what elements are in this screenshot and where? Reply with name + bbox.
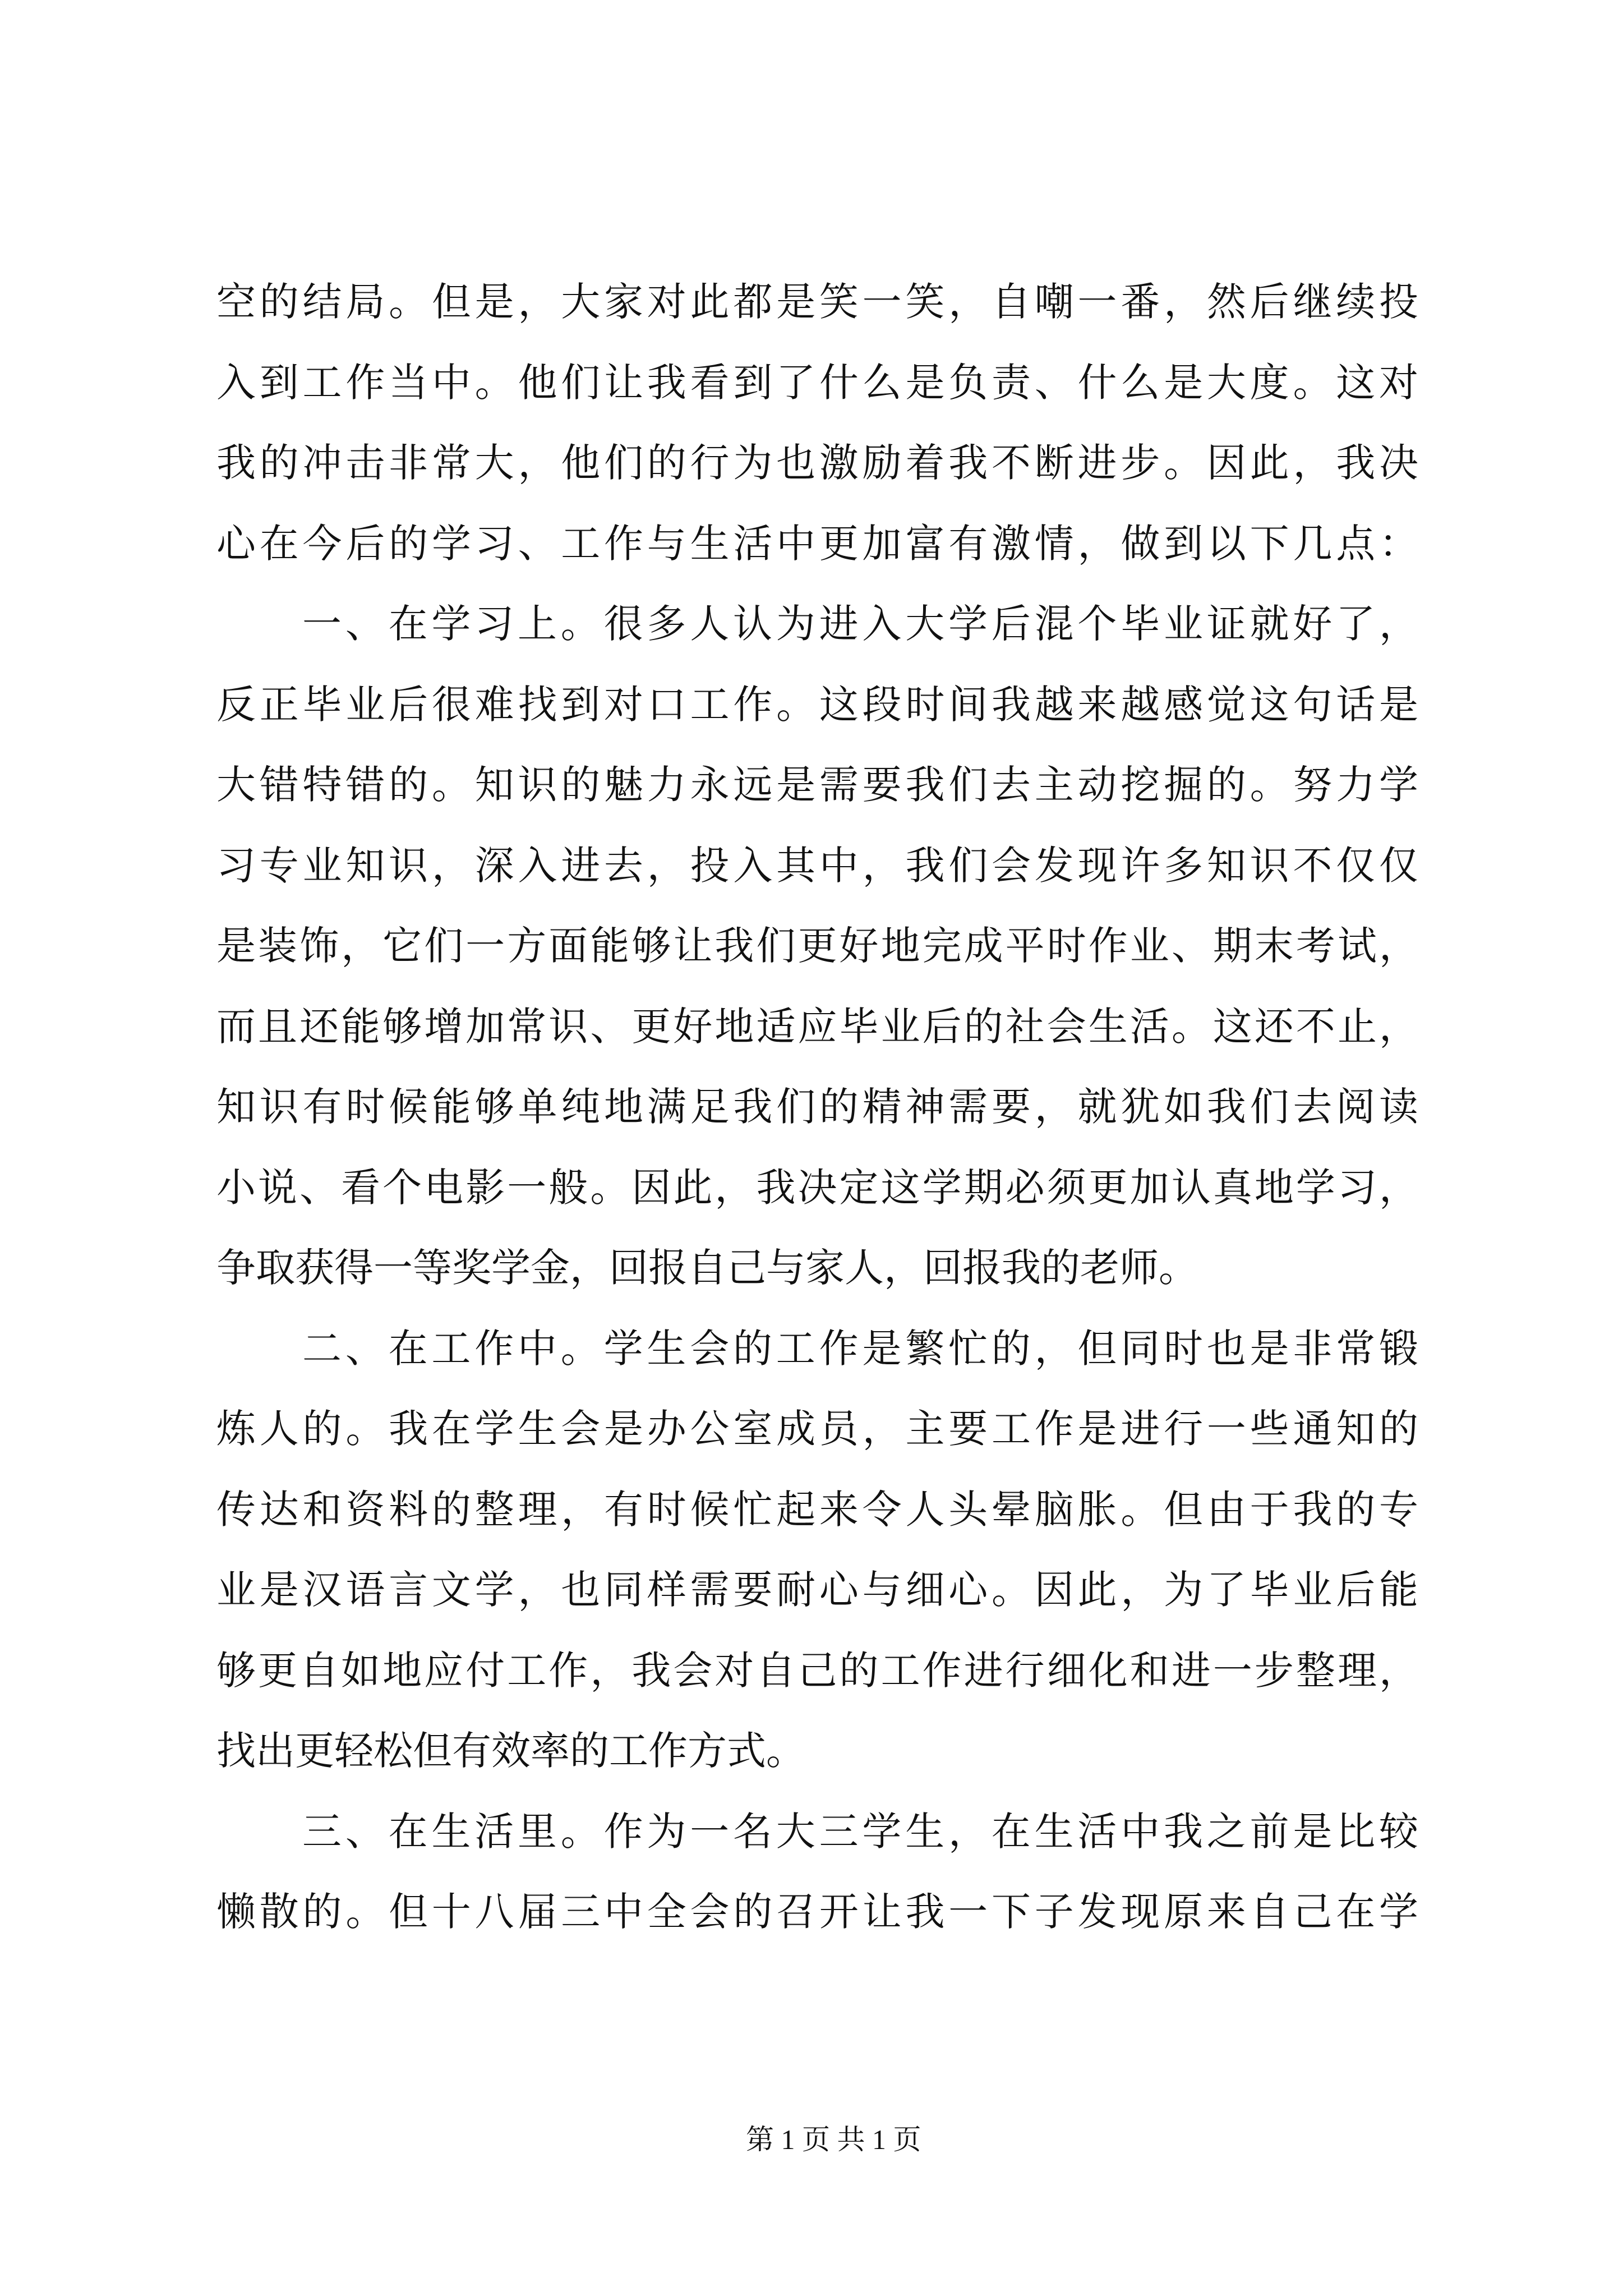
- paragraph-line: 我的冲击非常大，他们的行为也激励着我不断进步。因此，我决: [216, 442, 1418, 485]
- paragraph-line: 业是汉语言文学，也同样需要耐心与细心。因此，为了毕业后能: [216, 1569, 1418, 1612]
- document-body: [216, 263, 1418, 1953]
- paragraph-line: 习专业知识，深入进去，投入其中，我们会发现许多知识不仅仅: [216, 844, 1418, 888]
- paragraph-line: 三、在生活里。作为一名大三学生，在生活中我之前是比较: [302, 1810, 1418, 1854]
- paragraph-line: 懒散的。但十八届三中全会的召开让我一下子发现原来自己在学: [216, 1891, 1418, 1934]
- paragraph: [216, 263, 1418, 585]
- paragraph-line: 知识有时候能够单纯地满足我们的精神需要，就犹如我们去阅读: [216, 1086, 1418, 1129]
- paragraph-line: 空的结局。但是，大家对此都是笑一笑，自嘲一番，然后继续投: [216, 281, 1418, 324]
- paragraph-line: 找出更轻松但有效率的工作方式。: [216, 1730, 805, 1773]
- paragraph-line: 传达和资料的整理，有时候忙起来令人头晕脑胀。但由于我的专: [216, 1488, 1418, 1532]
- paragraph-line: 够更自如地应付工作，我会对自己的工作进行细化和进一步整理，: [216, 1649, 1418, 1693]
- paragraph-line: 是装饰，它们一方面能够让我们更好地完成平时作业、期末考试，: [216, 925, 1418, 968]
- paragraph-line: 大错特错的。知识的魅力永远是需要我们去主动挖掘的。努力学: [216, 764, 1418, 807]
- paragraph-line: 小说、看个电影一般。因此，我决定这学期必须更加认真地学习，: [216, 1166, 1418, 1210]
- paragraph: [216, 1309, 1418, 1792]
- paragraph-line: 反正毕业后很难找到对口工作。这段时间我越来越感觉这句话是: [216, 683, 1418, 727]
- paragraph-line: 一、在学习上。很多人认为进入大学后混个毕业证就好了，: [302, 603, 1418, 646]
- paragraph-line: 而且还能够增加常识、更好地适应毕业后的社会生活。这还不止，: [216, 1005, 1418, 1049]
- paragraph-line: 争取获得一等奖学金，回报自己与家人，回报我的老师。: [216, 1247, 1198, 1290]
- paragraph-line: 二、在工作中。学生会的工作是繁忙的，但同时也是非常锻: [302, 1327, 1418, 1371]
- page-number-footer: 第 1 页 共 1 页: [746, 2124, 921, 2155]
- paragraph-line: 入到工作当中。他们让我看到了什么是负责、什么是大度。这对: [216, 361, 1418, 405]
- paragraph-line: 炼人的。我在学生会是办公室成员，主要工作是进行一些通知的: [216, 1408, 1418, 1451]
- paragraph: [216, 585, 1418, 1309]
- paragraph: [216, 1792, 1418, 1953]
- paragraph-line: 心在今后的学习、工作与生活中更加富有激情，做到以下几点：: [216, 522, 1418, 566]
